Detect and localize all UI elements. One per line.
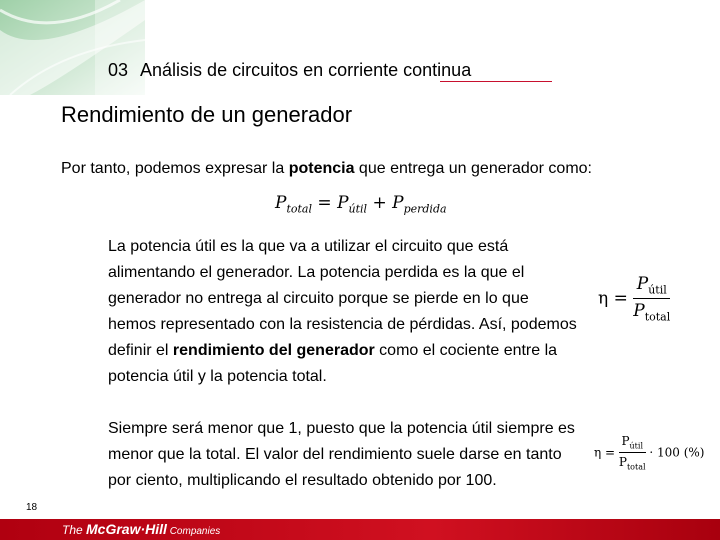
eq-plus: + [367,193,393,213]
eq-sub-total: total [286,202,312,216]
eq-symbol-p: P [618,455,627,470]
logo-the: The [62,523,87,537]
eq-sub-perdida: perdida [403,202,447,216]
fraction-denominator [633,299,670,323]
eq-symbol-p: P [275,193,287,213]
chapter-title: Análisis de circuitos en corriente continua [140,60,472,80]
eq-symbol-p: P [392,193,404,213]
fraction-denominator [619,453,646,471]
paragraph-efficiency-definition [108,234,578,390]
section-title: Rendimiento de un generador [61,102,353,127]
eq-equals: = [312,193,338,213]
eq-symbol-p: P [337,193,349,213]
eq-sub-total: total [626,462,646,472]
eta-symbol: η [594,445,602,460]
logo-brand: McGraw·Hill [86,521,167,537]
power-equation [275,193,447,215]
intro-text [61,160,592,178]
intro-bold: potencia [288,160,355,177]
chapter-number: 03 [108,60,129,80]
eta-symbol: η [598,288,609,309]
page-number: 18 [26,502,38,513]
paragraph-percentage: Siempre será menor que 1, puesto que la potencia útil siempre es menor que la total. El valor del rendimiento suele darse en tanto por ciento, multiplicando el resultado obtenido por 100. [108,420,575,489]
eq-sub-util: útil [648,283,667,297]
eq-equals: = [601,445,619,460]
eq-equals: = [608,288,634,309]
fraction-numerator [619,434,646,453]
eq-symbol-p: P [636,274,649,294]
eq-sub-util: útil [348,202,368,216]
efficiency-fraction [633,274,670,324]
chapter-header [108,60,471,81]
publisher-logo [62,521,220,537]
eq-symbol-p: P [633,301,645,322]
fraction-numerator [633,274,670,299]
eq-sub-util: útil [629,441,643,451]
paragraph1-after: como el cociente entre la potencia útil y la potencia total. [108,342,558,385]
intro-before: Por tanto, podemos expresar la [61,160,289,177]
logo-companies: Companies [166,526,221,537]
efficiency-equation [598,274,670,324]
efficiency-percent-fraction [619,434,646,472]
footer-bar [0,519,720,540]
paragraph1-before: La potencia útil es la que va a utilizar el circuito que está alimentando el generador. La potencia perdida es la que el generador no entrega al circuito porque se pierde en lo que hemos representado con la resistencia de pérdidas. Así, podemos definir el [108,238,577,359]
paragraph1-bold: rendimiento del generador [172,342,375,359]
header-underline [440,81,552,82]
intro-after: que entrega un generador como: [354,160,592,177]
eq-symbol-p: P [621,434,630,448]
eq-sub-total: total [644,310,671,324]
efficiency-percent-equation [594,434,704,472]
eq-percent-tail: · 100 (%) [645,445,705,460]
